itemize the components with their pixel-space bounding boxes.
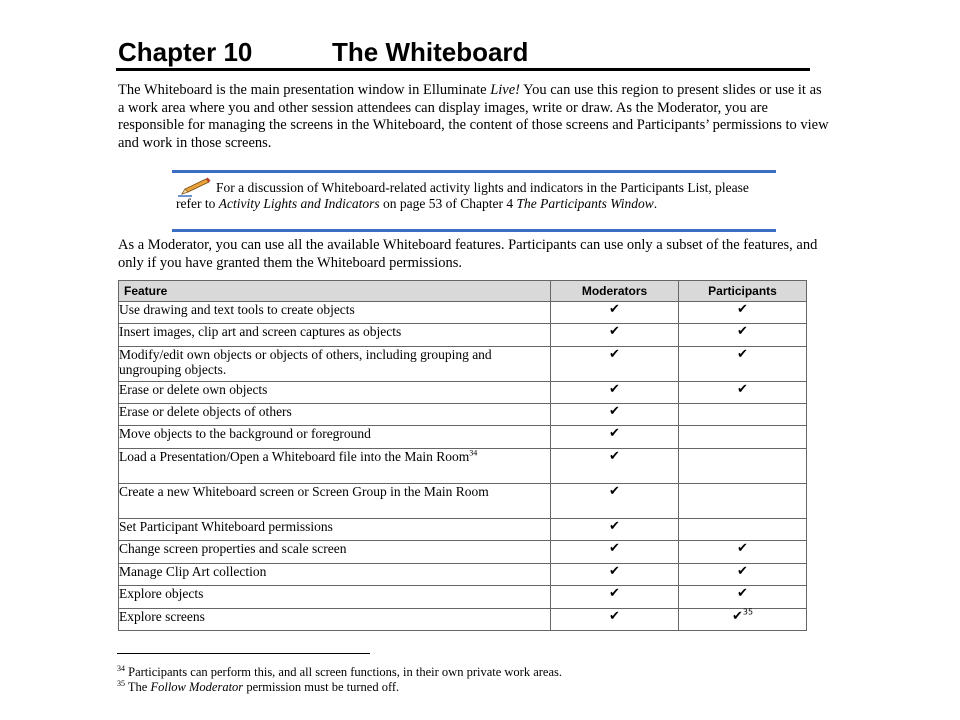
participants-check: ✔: [679, 586, 807, 609]
table-row: [119, 564, 807, 586]
feature-cell: Explore screens: [119, 609, 551, 631]
footnote-ref-35[interactable]: 35: [742, 607, 754, 617]
footnote-italic-text: Follow Moderator: [150, 680, 244, 694]
participants-check: [679, 404, 807, 426]
feature-cell: Use drawing and text tools to create objects: [119, 302, 551, 324]
feature-column-header: Feature: [119, 281, 551, 302]
feature-cell: Erase or delete own objects: [119, 382, 551, 404]
moderators-check: ✔: [551, 519, 679, 541]
note-reference-link[interactable]: Activity Lights and Indicators: [218, 196, 380, 211]
moderators-check: ✔: [551, 586, 679, 609]
moderators-check: ✔: [551, 541, 679, 564]
feature-cell: Erase or delete objects of others: [119, 404, 551, 426]
chapter-heading: [118, 36, 528, 68]
note-text: [176, 180, 772, 212]
table-row: [119, 609, 807, 631]
feature-cell: Modify/edit own objects or objects of others, including grouping and ungrouping objects.: [119, 347, 551, 382]
table-row: [119, 404, 807, 426]
features-table-body: [119, 302, 807, 631]
feature-text: Load a Presentation/Open a Whiteboard file into the Main Room: [119, 449, 470, 464]
feature-cell: Manage Clip Art collection: [119, 564, 551, 586]
footnote-text: permission must be turned off.: [243, 680, 400, 694]
footnote-text: The: [125, 680, 151, 694]
moderators-check: ✔: [551, 564, 679, 586]
table-header-row: [119, 281, 807, 302]
participants-check: [679, 609, 807, 631]
table-row: [119, 324, 807, 347]
table-row: [119, 347, 807, 382]
moderators-check: ✔: [551, 484, 679, 519]
participants-check: [679, 449, 807, 484]
note-box: [172, 170, 776, 232]
table-row: [119, 426, 807, 449]
table-row: [119, 449, 807, 484]
check-mark: ✔: [731, 609, 743, 624]
table-row: [119, 541, 807, 564]
participants-check: ✔: [679, 382, 807, 404]
table-row: [119, 382, 807, 404]
footnote-ref-34[interactable]: 34: [469, 448, 478, 458]
participants-check: [679, 426, 807, 449]
feature-cell: Create a new Whiteboard screen or Screen Group in the Main Room: [119, 484, 551, 519]
features-table: [118, 280, 807, 631]
participants-check: ✔: [679, 324, 807, 347]
intro-product-name: Live!: [490, 82, 521, 98]
note-text-2: on page 53 of Chapter 4: [379, 196, 517, 211]
feature-cell: [119, 449, 551, 484]
intro-paragraph: [118, 82, 830, 152]
intro-text-2: You can use this region to present slides or use it as a work area where you and other session attendees can display images, write or draw. As the Moderator, you are responsible for managing the screens in the Whiteboard, the content of those screens and Participants’ permissions to view and work in those screens.: [118, 82, 829, 151]
participants-check: [679, 484, 807, 519]
moderators-check: ✔: [551, 382, 679, 404]
feature-cell: Move objects to the background or foreground: [119, 426, 551, 449]
footnote-35: [117, 680, 817, 695]
participants-check: ✔: [679, 302, 807, 324]
participants-check: ✔: [679, 541, 807, 564]
intro-text-1: The Whiteboard is the main presentation window in Elluminate: [118, 82, 491, 98]
footnote-34: [117, 665, 817, 680]
note-text-3: .: [653, 196, 658, 211]
participants-check: ✔: [679, 564, 807, 586]
chapter-title: The Whiteboard: [332, 37, 529, 67]
footnotes: [117, 665, 817, 695]
moderators-check: ✔: [551, 609, 679, 631]
feature-cell: Insert images, clip art and screen captures as objects: [119, 324, 551, 347]
participants-column-header: Participants: [679, 281, 807, 302]
moderators-check: ✔: [551, 324, 679, 347]
moderators-check: ✔: [551, 404, 679, 426]
footnote-mark: 34: [117, 663, 125, 673]
moderators-check: ✔: [551, 449, 679, 484]
table-row: [119, 484, 807, 519]
moderators-check: ✔: [551, 426, 679, 449]
feature-cell: Set Participant Whiteboard permissions: [119, 519, 551, 541]
note-chapter-reference[interactable]: The Participants Window: [516, 196, 654, 211]
table-row: [119, 302, 807, 324]
participants-check: ✔: [679, 347, 807, 382]
title-rule: [116, 68, 810, 71]
chapter-number: Chapter 10: [118, 37, 253, 67]
table-row: [119, 586, 807, 609]
moderators-check: ✔: [551, 302, 679, 324]
footnote-rule: [117, 653, 370, 654]
table-row: [119, 519, 807, 541]
moderators-column-header: Moderators: [551, 281, 679, 302]
feature-cell: Explore objects: [119, 586, 551, 609]
moderators-check: ✔: [551, 347, 679, 382]
permissions-paragraph: As a Moderator, you can use all the available Whiteboard features. Participants can use only a subset of the features, and only if you have granted them the Whiteboard permissions.: [118, 237, 818, 271]
footnote-text: Participants can perform this, and all screen functions, in their own private work areas.: [125, 665, 563, 679]
note-text-1: For a discussion of Whiteboard-related activity lights and indicators in the Participants List, please refer to: [176, 180, 749, 211]
feature-cell: Change screen properties and scale screen: [119, 541, 551, 564]
participants-check: [679, 519, 807, 541]
footnote-mark: 35: [117, 678, 125, 688]
